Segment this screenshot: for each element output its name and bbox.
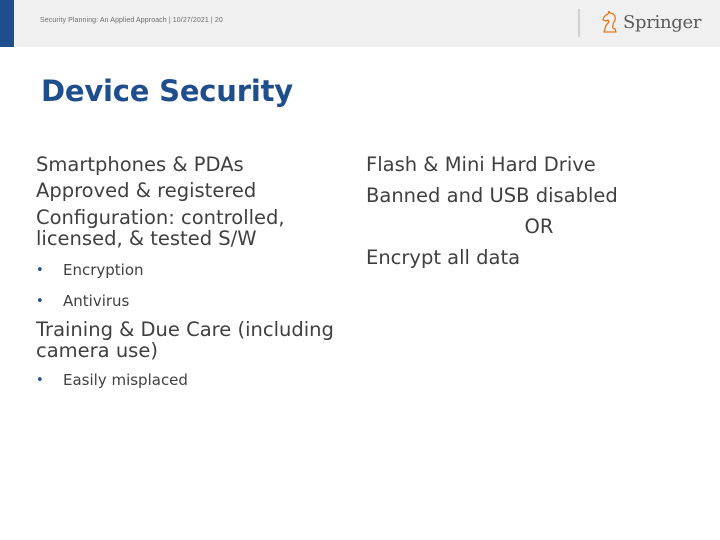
bullet-dot: • — [36, 294, 44, 309]
bullet-label: Antivirus — [63, 292, 130, 310]
right-line-banned: Banned and USB disabled — [366, 184, 618, 207]
bullet-item — [36, 255, 356, 286]
right-line-encrypt: Encrypt all data — [366, 246, 521, 269]
right-line-or: OR — [524, 215, 554, 238]
bullet-item — [36, 365, 356, 396]
bullet-label: Easily misplaced — [63, 371, 188, 389]
right-column — [366, 152, 686, 271]
springer-logo — [600, 11, 701, 33]
bullet-label: Encryption — [63, 261, 144, 279]
left-line-configuration: Configuration: controlled, licensed, & tested S/W — [36, 206, 285, 250]
bullet-dot: • — [36, 373, 44, 388]
slide-title: Device Security — [41, 74, 293, 108]
left-line-approved: Approved & registered — [36, 179, 257, 202]
bullet-dot: • — [36, 263, 44, 278]
chess-knight-icon — [600, 11, 620, 33]
logo-text: Springer — [623, 11, 702, 33]
header-divider — [578, 9, 580, 37]
header-meta-text: Security Planning: An Applied Approach | 10/27/2021 | 20 — [40, 17, 223, 24]
left-heading: Smartphones & PDAs — [36, 153, 244, 176]
slide-header-bar — [0, 0, 720, 47]
right-heading: Flash & Mini Hard Drive — [366, 153, 596, 176]
left-column — [36, 152, 356, 396]
left-line-training: Training & Due Care (including camera use) — [36, 318, 334, 362]
header-accent-stripe — [0, 0, 14, 47]
bullet-item — [36, 286, 356, 317]
